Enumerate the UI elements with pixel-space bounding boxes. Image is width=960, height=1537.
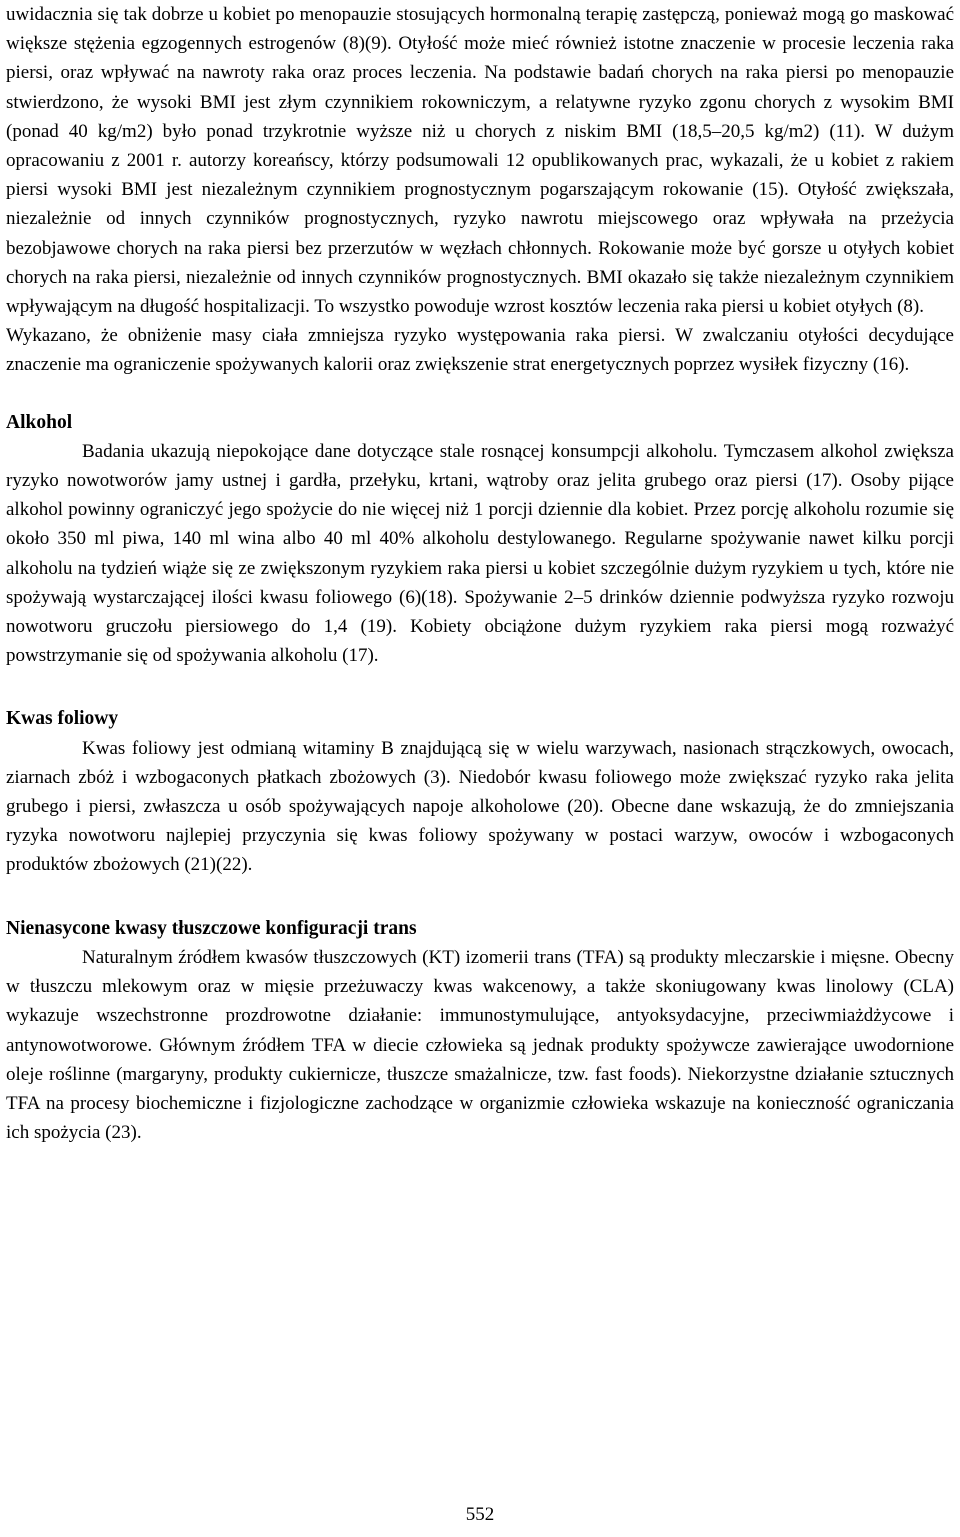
heading-alcohol: Alkohol	[6, 411, 73, 433]
paragraph-obesity-treatment: uwidacznia się tak dobrze u kobiet po menopauzie stosujących hormonalną terapię zastępczą, ponieważ mogą go maskować większe stężenia egzogennych estrogenów (8)(9). Otyłość może mieć również istotne znaczenie w procesie leczenia raka piersi, oraz wpływać na nawroty raka oraz proces leczenia. Na podstawie badań chorych na raka piersi po menopauzie stwierdzono, że wysoki BMI jest złym czynnikiem rokowniczym, a relatywne ryzyko zgonu chorych z wysokim BMI (ponad 40 kg/m2) było ponad trzykrotnie wyższe niż u chorych z niskim BMI (18,5‒20,5 kg/m2) (11). W dużym opracowaniu z 2001 r. autorzy koreańscy, którzy podsumowali 12 opublikowanych prac, wykazali, że u kobiet z rakiem piersi wysoki BMI jest niezależnym czynnikiem prognostycznym pogarszającym rokowanie (15). Otyłość zwiększała, niezależnie od innych czynników prognostycznych, ryzyko nawrotu miejscowego oraz wpływała na przeżycia bezobjawowe chorych na raka piersi bez przerzutów w węzłach chłonnych. Rokowanie może być gorsze u otyłych kobiet chorych na raka piersi, niezależnie od innych czynników prognostycznych. BMI okazało się także niezależnym czynnikiem wpływającym na długość hospitalizacji. To wszystko powoduje wzrost kosztów leczenia raka piersi u kobiet otyłych (8).	[6, 4, 954, 318]
heading-folic-acid: Kwas foliowy	[6, 708, 119, 730]
page-number: 552	[465, 1504, 495, 1525]
paragraph-alcohol: Badania ukazują niepokojące dane dotyczące stale rosnącej konsumpcji alkoholu. Tymczasem alkohol zwiększa ryzyko nowotworów jamy ustnej i gardła, przełyku, krtani, wątroby oraz jelita grubego oraz piersi (17). Osoby pijące alkohol powinny ograniczyć jego spożycie do nie więcej niż 1 porcji dziennie dla kobiet. Przez porcję alkoholu rozumie się około 350 ml piwa, 140 ml wina albo 40 ml 40% alkoholu destylowanego. Regularne spożywanie nawet kilku porcji alkoholu na tydzień wiąże się ze zwiększonym ryzykiem raka piersi u kobiet szczególnie dużym ryzykiem u tych, które nie spożywają wystarczającej ilości kwasu foliowego (6)(18). Spożywanie 2‒5 drinków dziennie podwyższa ryzyko rozwoju nowotworu gruczołu piersiowego do 1,4 (19). Kobiety obciążone dużym ryzykiem raka piersi mogą rozważyć powstrzymanie się od spożywania alkoholu (17).	[6, 440, 954, 667]
document-page	[6, 0, 954, 1147]
paragraph-folic-acid: Kwas foliowy jest odmianą witaminy B znajdującą się w wielu warzywach, nasionach strączkowych, owocach, ziarnach zbóż i wzbogaconych płatkach zbożowych (3). Niedobór kwasu foliowego może zwiększać ryzyko raka jelita grubego i piersi, zwłaszcza u osób spożywających napoje alkoholowe (20). Obecne dane wskazują, że do zmniejszania ryzyka nowotworu najlepiej przyczynia się kwas foliowy spożywany w postaci warzyw, owoców i wzbogaconych produktów zbożowych (21)(22).	[6, 737, 954, 876]
paragraph-trans-fats: Naturalnym źródłem kwasów tłuszczowych (KT) izomerii trans (TFA) są produkty mleczarskie i mięsne. Obecny w tłuszczu mlekowym oraz w mięsie przeżuwaczy kwas wakcenowy, a także skoniugowany kwas linolowy (CLA) wykazuje wszechstronne prozdrowotne działanie: immunostymulujące, antyoksydacyjne, przeciwmiażdżycowe i antynowotworowe. Głównym źródłem TFA w diecie człowieka są jednak produkty spożywcze zawierające uwodornione oleje roślinne (margaryny, produkty cukiernicze, tłuszcze smażalnicze, tzw. fast foods). Niekorzystne działanie sztucznych TFA na procesy biochemiczne i fizjologiczne zachodzące w organizmie człowieka wskazuje na konieczność ograniczania ich spożycia (23).	[6, 946, 954, 1144]
paragraph-weight-loss: Wykazano, że obniżenie masy ciała zmniejsza ryzyko występowania raka piersi. W zwalczaniu otyłości decydujące znaczenie ma ograniczenie spożywanych kalorii oraz zwiększenie strat energetycznych poprzez wysiłek fizyczny (16).	[6, 325, 954, 376]
heading-trans-fats: Nienasycone kwasy tłuszczowe konfiguracji trans	[6, 917, 417, 939]
